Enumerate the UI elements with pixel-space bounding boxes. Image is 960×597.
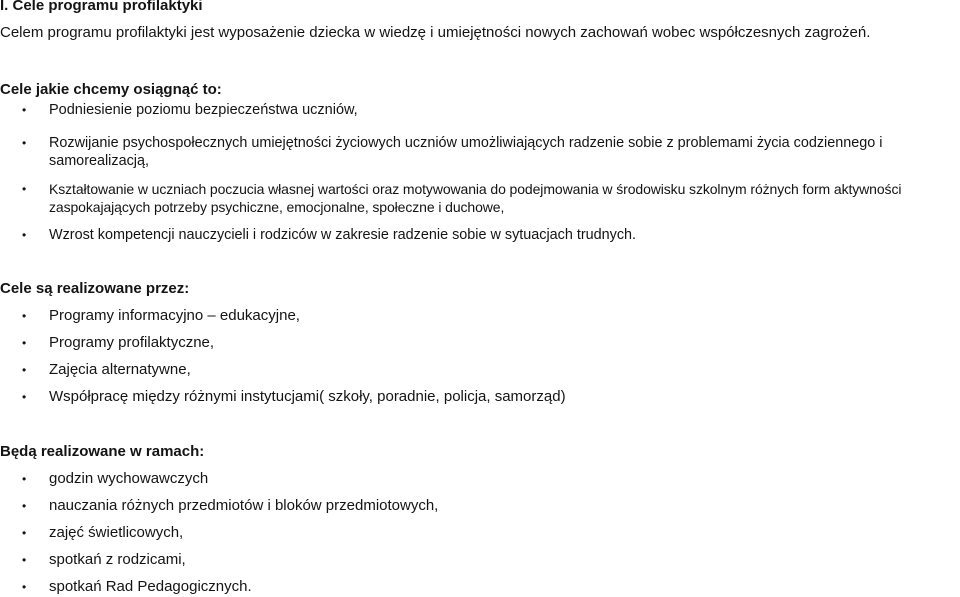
list-item-text: Kształtowanie w uczniach poczucia własnej wartości oraz motywowania do podejmowania w środowisku szkolnym różnych form aktywności zaspokajających potrzeby psychiczne, emocjonalne, społeczne i duchowe, [49, 181, 902, 215]
section-title: I. Cele programu profilaktyki [0, 0, 203, 14]
list-item-text: Podniesienie poziomu bezpieczeństwa uczniów, [49, 102, 358, 118]
goals-heading [0, 81, 222, 99]
list-item-text: Współpracę między różnymi instytucjami( szkoły, poradnie, policja, samorząd) [49, 388, 566, 405]
bullet-icon: • [22, 390, 27, 404]
list-item-text: Programy profilaktyczne, [49, 334, 215, 351]
bullet-icon: • [22, 580, 27, 594]
bullet-icon: • [22, 363, 27, 377]
bullet-icon: • [22, 182, 27, 196]
goals-heading-label: Cele jakie chcemy osiągnąć to: [0, 81, 222, 98]
list-item-text: Programy informacyjno – edukacyjne, [49, 307, 300, 324]
bullet-icon: • [22, 499, 27, 513]
within-heading [0, 443, 204, 461]
within-heading-label: Będą realizowane w ramach: [0, 443, 205, 460]
bullet-icon: • [22, 472, 27, 486]
list-item-text: zajęć świetlicowych, [49, 524, 184, 541]
list-item-text: Wzrost kompetencji nauczycieli i rodziców w zakresie radzenie sobie w sytuacjach trudnych. [49, 227, 637, 243]
bullet-icon: • [22, 526, 27, 540]
bullet-icon: • [22, 336, 27, 350]
realized-by-heading-label: Cele są realizowane przez: [0, 280, 190, 297]
list-item-text: Zajęcia alternatywne, [49, 361, 191, 378]
list-item-text: spotkań z rodzicami, [49, 551, 186, 568]
list-item-text: Rozwijanie psychospołecznych umiejętności życiowych uczniów umożliwiających radzenie sobie z problemami życia codziennego i samorealizacją, [49, 135, 883, 169]
intro-paragraph: Celem programu profilaktyki jest wyposażenie dziecka w wiedzę i umiejętności nowych zachowań wobec współczesnych zagrożeń. [0, 24, 871, 41]
list-item-text: spotkań Rad Pedagogicznych. [49, 578, 252, 595]
bullet-icon: • [22, 309, 27, 323]
list-item-text: nauczania różnych przedmiotów i bloków przedmiotowych, [49, 497, 439, 514]
list-item-text: godzin wychowawczych [49, 470, 209, 487]
bullet-icon: • [22, 228, 27, 242]
realized-by-heading [0, 280, 189, 298]
bullet-icon: • [22, 103, 27, 117]
bullet-icon: • [22, 136, 27, 150]
bullet-icon: • [22, 553, 27, 567]
